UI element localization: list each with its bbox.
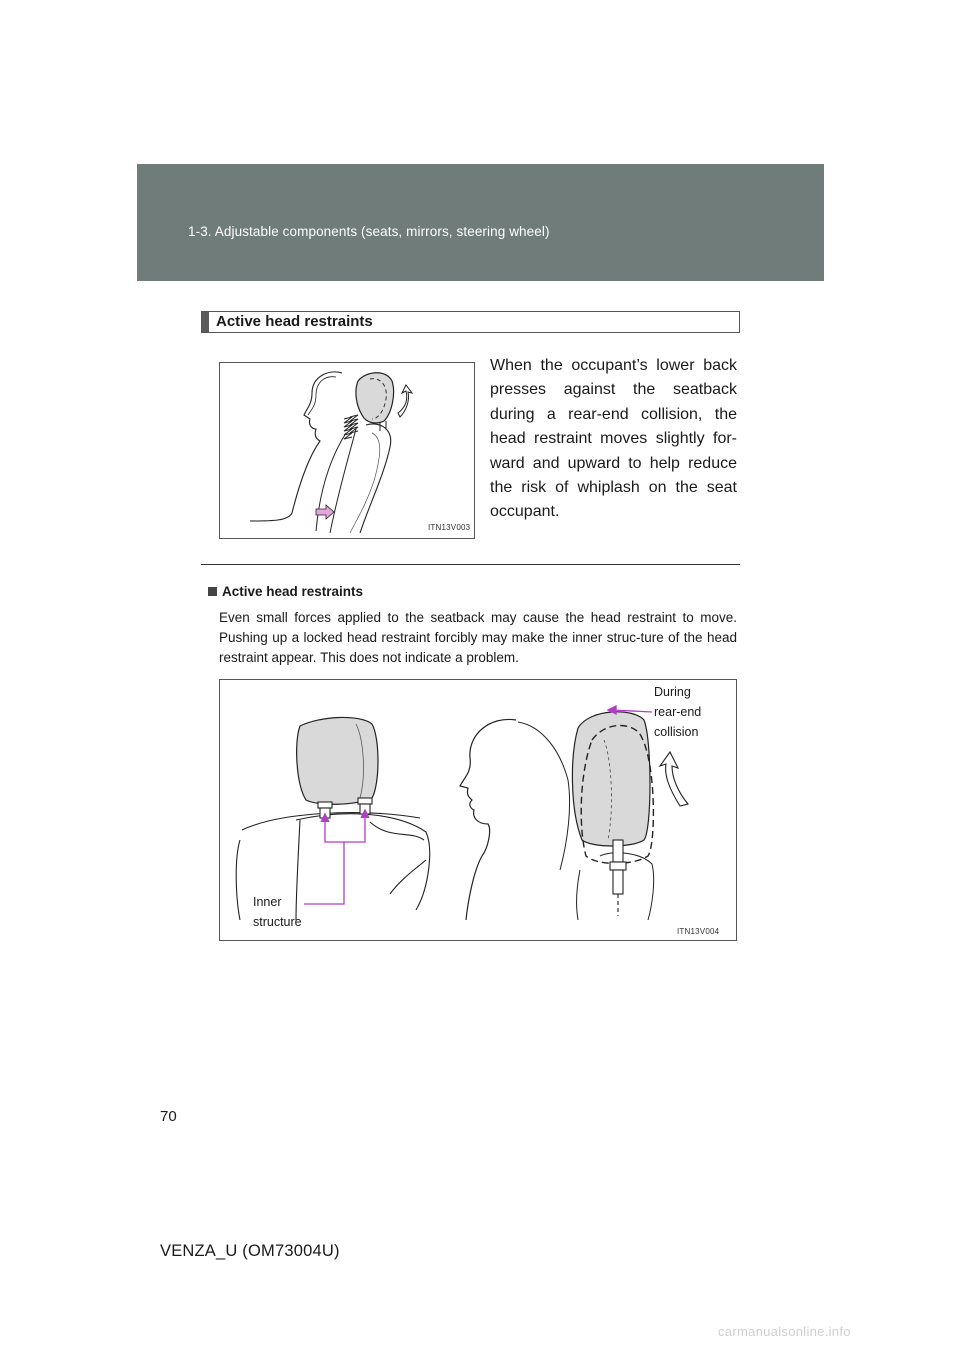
callout-during-collision-line-1: During [654, 685, 691, 699]
section-body-text: When the occupant’s lower back presses against the seatback during a rear-end collision, the head restraint moves slightly for-ward and upward to help reduce the risk of whiplash on the seat occupant. [490, 357, 737, 521]
section-divider [201, 564, 740, 565]
note-heading-text: Active head restraints [222, 584, 364, 599]
figure-head-restraint-detail [219, 679, 737, 941]
callout-during-collision-line-3: collision [654, 725, 699, 739]
callout-during-collision-line-2: rear-end [654, 705, 702, 719]
bullet-square-icon [208, 587, 217, 596]
note-heading [208, 584, 363, 599]
callout-inner-structure-line-1: Inner [253, 895, 282, 909]
section-title-accent [202, 312, 209, 332]
breadcrumb: 1-3. Adjustable components (seats, mirrors, steering wheel) [188, 224, 550, 239]
chapter-header-band [137, 164, 824, 281]
callout-inner-structure [253, 892, 302, 932]
page-number: 70 [160, 1108, 177, 1125]
figure-code: ITN13V004 [677, 927, 720, 936]
callout-inner-structure-line-2: structure [253, 915, 302, 929]
watermark: carmanualsonline.info [718, 1324, 851, 1339]
section-title-bar [201, 311, 740, 333]
note-text: Even small forces applied to the seatback may cause the head restraint to move. Pushing up a locked head restraint forcibly may make the inner struc-ture of the head restraint appear. This does not indicate a problem. [219, 610, 737, 665]
document-code: VENZA_U (OM73004U) [160, 1242, 340, 1260]
figure-code: ITN13V003 [428, 523, 471, 532]
figure-head-restraint-motion [219, 362, 475, 539]
callout-during-collision [654, 682, 701, 742]
head-restraint-motion-illustration [220, 363, 474, 538]
section-title: Active head restraints [216, 313, 373, 330]
